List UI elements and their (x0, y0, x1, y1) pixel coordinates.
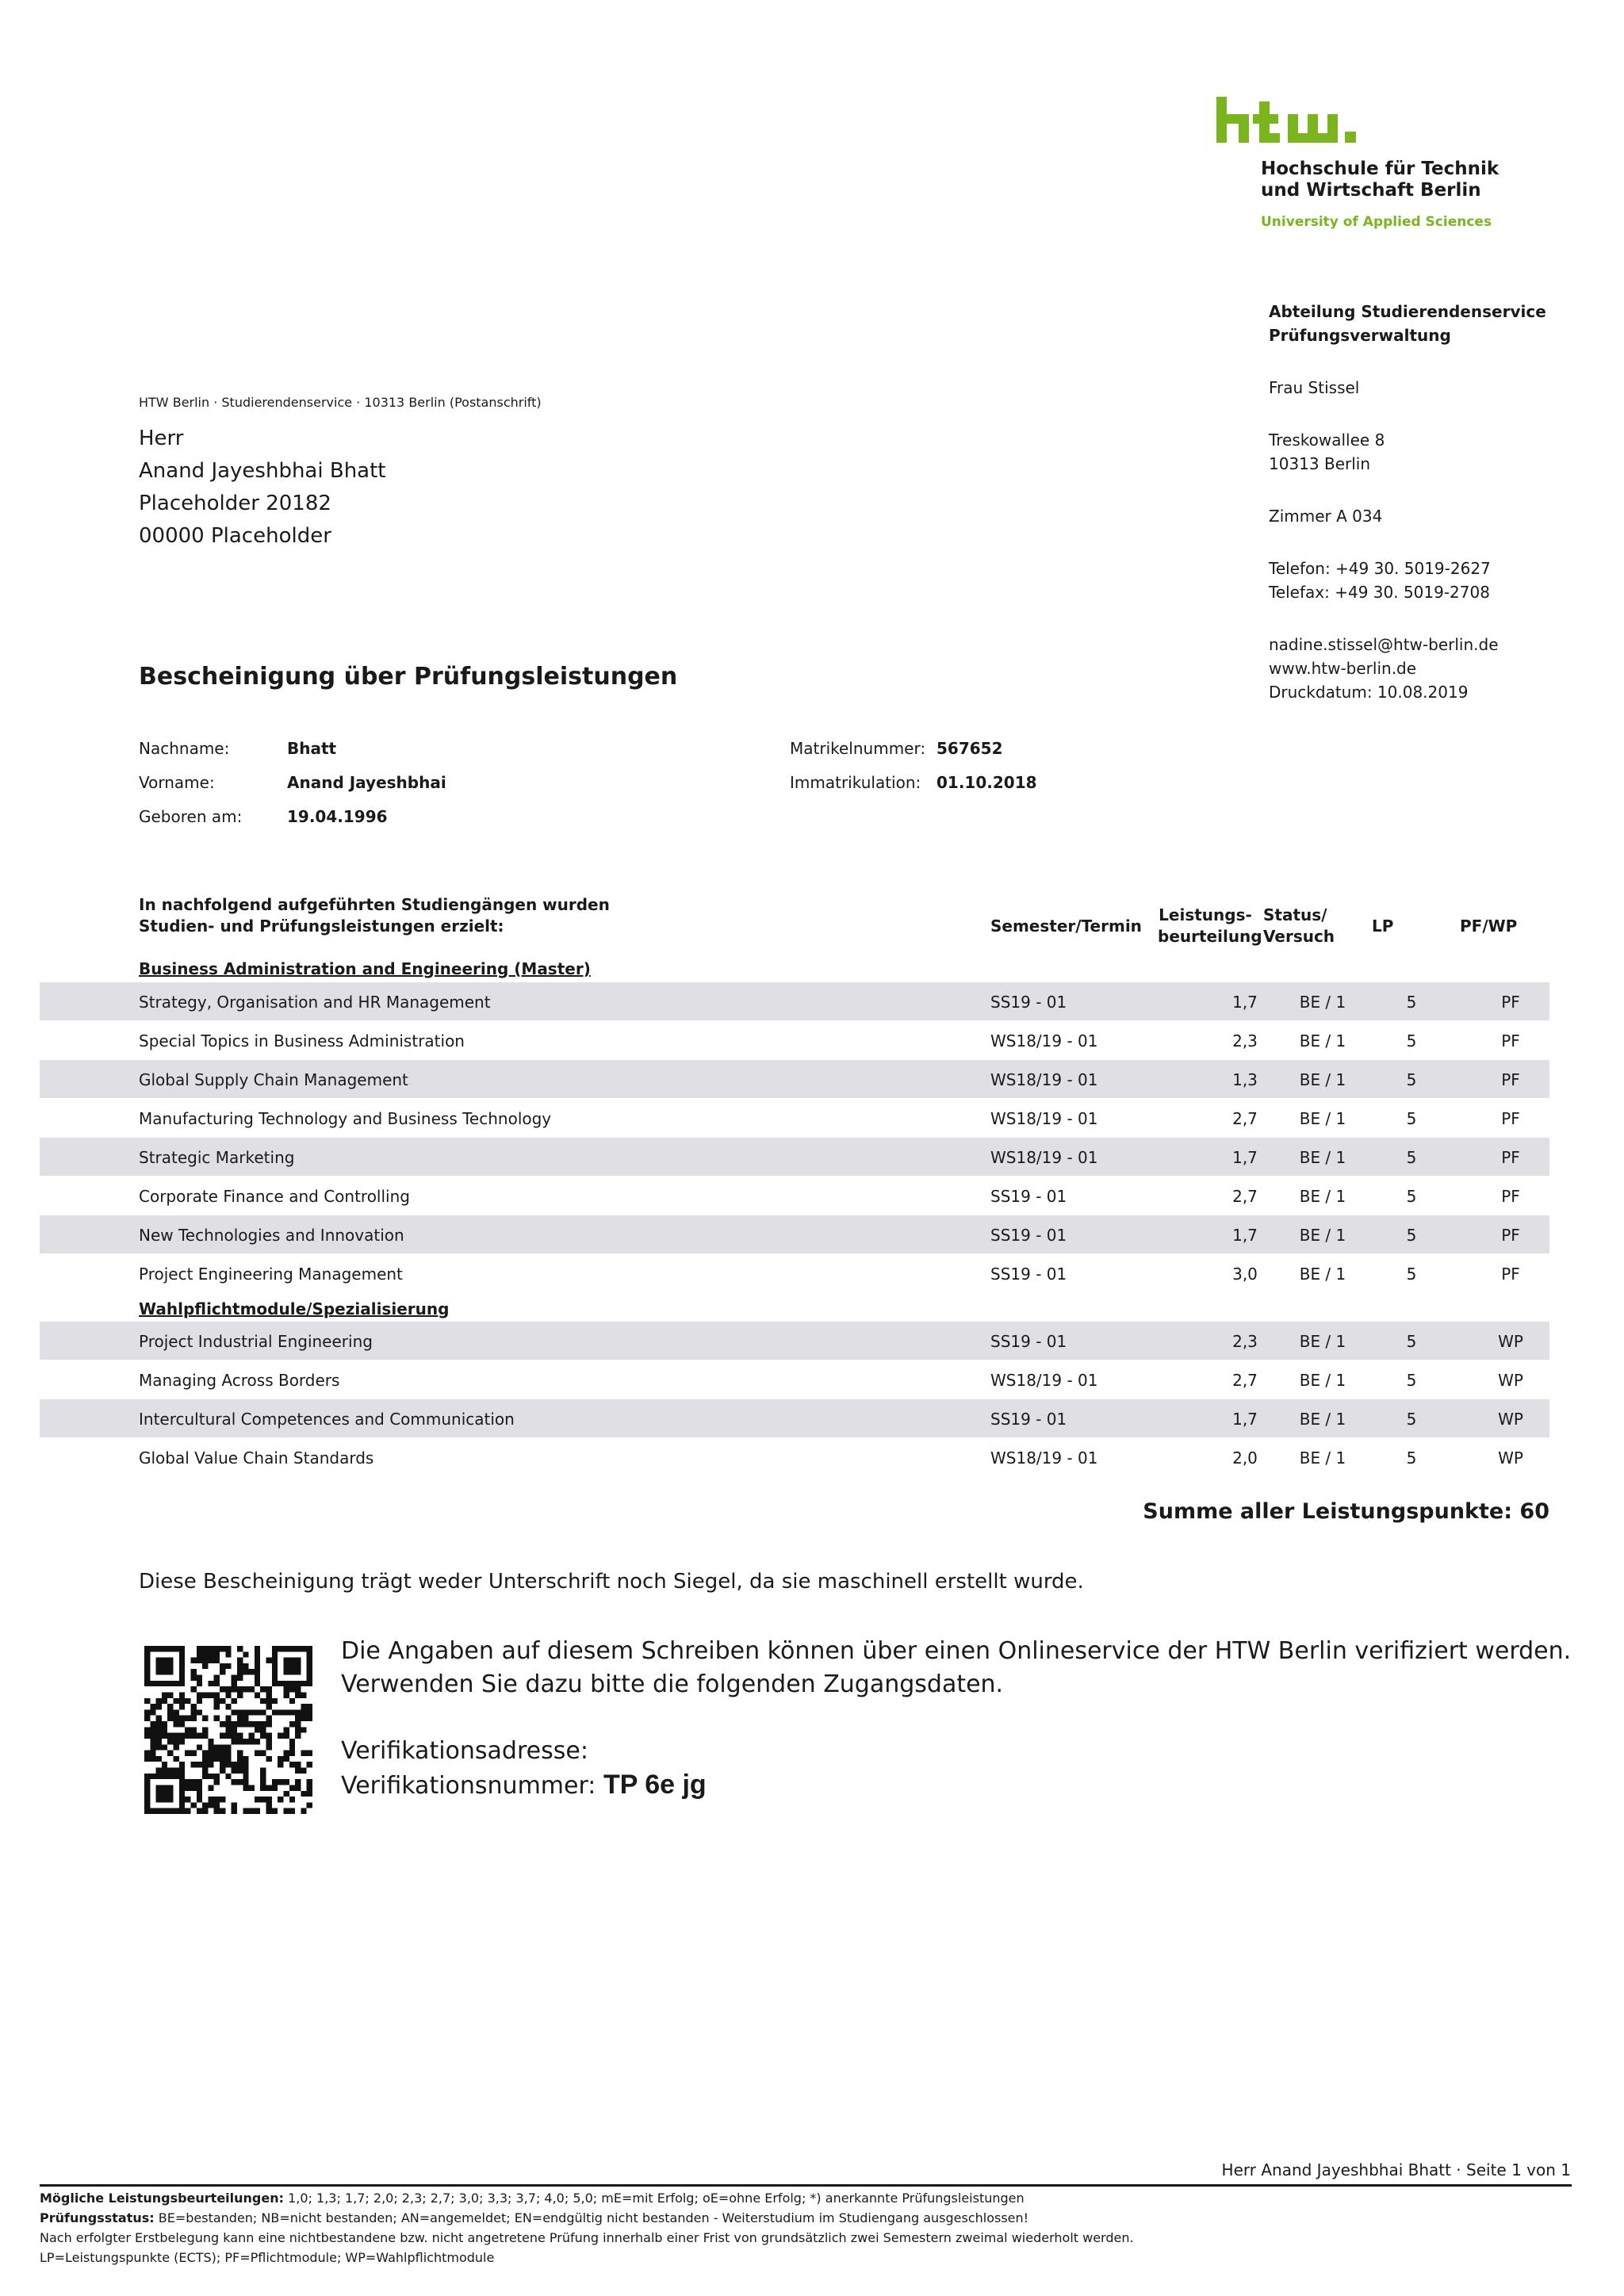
matrikel-label: Matrikelnummer: (790, 739, 926, 758)
grade-cell: 2,3 (1232, 1332, 1258, 1351)
module-type-cell: PF (1501, 993, 1520, 1012)
module-name-cell: Project Engineering Management (139, 1265, 403, 1284)
module-name-cell: Managing Across Borders (139, 1371, 340, 1390)
status-cell: BE / 1 (1299, 1187, 1346, 1206)
table-row (40, 1060, 1549, 1098)
status-cell: BE / 1 (1299, 1265, 1346, 1284)
legend-grades: Mögliche Leistungsbeurteilungen: 1,0; 1,3; 1,7; 2,0; 2,3; 2,7; 3,0; 3,3; 3,7; 4,0; 5,0; mE=mit Erfolg; oE=ohne Erfolg; *) anerkannte Prüfungsleistungen (40, 2191, 1025, 2206)
status-cell: BE / 1 (1299, 1031, 1346, 1050)
semester-cell: SS19 - 01 (990, 1332, 1067, 1351)
module-name-cell: Project Industrial Engineering (139, 1332, 373, 1351)
module-name-cell: New Technologies and Innovation (139, 1226, 404, 1245)
sender-line: HTW Berlin · Studierendenservice · 10313 Berlin (Postanschrift) (139, 395, 542, 410)
module-type-cell: PF (1501, 1265, 1520, 1284)
print-date: Druckdatum: 10.08.2019 (1269, 683, 1469, 702)
lp-cell: 5 (1406, 1410, 1417, 1429)
status-cell: BE / 1 (1299, 993, 1346, 1012)
status-cell: BE / 1 (1299, 1148, 1346, 1167)
grade-cell: 2,7 (1232, 1109, 1258, 1128)
semester-cell: WS18/19 - 01 (990, 1448, 1098, 1468)
status-cell: BE / 1 (1299, 1226, 1346, 1245)
grade-cell: 2,7 (1232, 1371, 1258, 1390)
credit-points-total: Summe aller Leistungspunkte: 60 (1143, 1499, 1549, 1524)
table-row (40, 1177, 1549, 1215)
logo-subtitle: University of Applied Sciences (1261, 214, 1492, 230)
module-type-cell: PF (1501, 1187, 1520, 1206)
table-row (40, 1322, 1549, 1360)
contact-person: Frau Stissel (1269, 378, 1360, 397)
status-cell: BE / 1 (1299, 1410, 1346, 1429)
module-name-cell: Global Supply Chain Management (139, 1070, 408, 1089)
lp-cell: 5 (1406, 1448, 1417, 1468)
semester-cell: WS18/19 - 01 (990, 1371, 1098, 1390)
immatrikulation-label: Immatrikulation: (790, 773, 921, 792)
recipient-address (139, 423, 386, 553)
contact-phone: Telefon: +49 30. 5019-2627 (1269, 559, 1491, 578)
verification-block (341, 1635, 1571, 1803)
grade-cell: 1,3 (1232, 1070, 1258, 1089)
semester-cell: SS19 - 01 (990, 1226, 1067, 1245)
page-footer-info: Herr Anand Jayeshbhai Bhatt · Seite 1 von 1 (1221, 2160, 1571, 2179)
table-intro-line-1: In nachfolgend aufgeführten Studiengängen wurden (139, 895, 610, 914)
table-row (40, 982, 1549, 1020)
module-type-cell: PF (1501, 1148, 1520, 1167)
section-heading-master: Business Administration and Engineering (Master) (139, 959, 591, 978)
col-header-grade-line-1: Leistungs- (1159, 905, 1252, 924)
col-header-lp: LP (1372, 916, 1394, 936)
grade-cell: 1,7 (1232, 1226, 1258, 1245)
lp-cell: 5 (1406, 1070, 1417, 1089)
logo-line-1: Hochschule für Technik (1261, 159, 1500, 179)
col-header-pfwp: PF/WP (1460, 916, 1518, 936)
lp-cell: 5 (1406, 1031, 1417, 1050)
status-cell: BE / 1 (1299, 1070, 1346, 1089)
contact-block (1269, 300, 1546, 704)
firstname-label: Vorname: (139, 773, 215, 792)
module-type-cell: PF (1501, 1109, 1520, 1128)
status-cell: BE / 1 (1299, 1332, 1346, 1351)
semester-cell: SS19 - 01 (990, 993, 1067, 1012)
lastname-value: Bhatt (287, 739, 337, 758)
col-header-grade (1158, 905, 1262, 947)
qr-code-icon (144, 1646, 312, 1814)
contact-city: 10313 Berlin (1269, 454, 1371, 473)
col-header-status (1263, 905, 1335, 947)
table-row (40, 1254, 1549, 1292)
table-intro (139, 894, 610, 937)
table-row (40, 1215, 1549, 1253)
col-header-semester: Semester/Termin (990, 916, 1142, 936)
grade-cell: 1,7 (1232, 1148, 1258, 1167)
semester-cell: WS18/19 - 01 (990, 1109, 1098, 1128)
contact-street: Treskowallee 8 (1269, 430, 1385, 450)
grade-cell: 2,0 (1232, 1448, 1258, 1468)
verification-number-row (341, 1768, 1571, 1803)
module-type-cell: WP (1498, 1371, 1523, 1390)
module-name-cell: Global Value Chain Standards (139, 1448, 374, 1468)
table-row (40, 1099, 1549, 1137)
module-type-cell: PF (1501, 1226, 1520, 1245)
recipient-name: Anand Jayeshbhai Bhatt (139, 459, 386, 483)
contact-fax: Telefax: +49 30. 5019-2708 (1269, 583, 1490, 602)
lp-cell: 5 (1406, 1187, 1417, 1206)
col-header-status-line-1: Status/ (1263, 905, 1327, 924)
table-intro-line-2: Studien- und Prüfungsleistungen erzielt: (139, 916, 504, 936)
grade-cell: 1,7 (1232, 993, 1258, 1012)
contact-email[interactable]: nadine.stissel@htw-berlin.de (1269, 635, 1499, 654)
verification-number-label: Verifikationsnummer: (341, 1772, 596, 1800)
semester-cell: SS19 - 01 (990, 1187, 1067, 1206)
lp-cell: 5 (1406, 993, 1417, 1012)
logo-line-2: und Wirtschaft Berlin (1261, 180, 1481, 201)
module-name-cell: Manufacturing Technology and Business Technology (139, 1109, 552, 1128)
table-row (40, 1360, 1549, 1399)
module-name-cell: Special Topics in Business Administration (139, 1031, 465, 1050)
lp-cell: 5 (1406, 1148, 1417, 1167)
immatrikulation-value: 01.10.2018 (936, 773, 1037, 792)
lp-cell: 5 (1406, 1265, 1417, 1284)
semester-cell: SS19 - 01 (990, 1410, 1067, 1429)
table-row (40, 1138, 1549, 1176)
contact-website[interactable]: www.htw-berlin.de (1269, 659, 1417, 678)
grade-cell: 1,7 (1232, 1410, 1258, 1429)
status-cell: BE / 1 (1299, 1109, 1346, 1128)
module-name-cell: Corporate Finance and Controlling (139, 1187, 410, 1206)
contact-division: Prüfungsverwaltung (1269, 326, 1451, 345)
birthdate-label: Geboren am: (139, 807, 243, 826)
legend-abbreviations: LP=Leistungspunkte (ECTS); PF=Pflichtmodule; WP=Wahlpflichtmodule (40, 2250, 495, 2265)
grade-cell: 2,3 (1232, 1031, 1258, 1050)
firstname-value: Anand Jayeshbhai (287, 773, 446, 792)
contact-department: Abteilung Studierendenservice (1269, 302, 1546, 321)
footer-legend (40, 2188, 1134, 2267)
semester-cell: WS18/19 - 01 (990, 1031, 1098, 1050)
lp-cell: 5 (1406, 1109, 1417, 1128)
col-header-status-line-2: Versuch (1263, 927, 1335, 946)
col-header-grade-line-2: beurteilung (1158, 927, 1262, 946)
birthdate-value: 19.04.1996 (287, 807, 388, 826)
lastname-label: Nachname: (139, 739, 230, 758)
contact-room: Zimmer A 034 (1269, 507, 1383, 526)
verification-address-label: Verifikationsadresse: (341, 1737, 588, 1765)
footer-divider (40, 2184, 1572, 2187)
grade-cell: 3,0 (1232, 1265, 1258, 1284)
status-cell: BE / 1 (1299, 1371, 1346, 1390)
document-title: Bescheinigung über Prüfungsleistungen (139, 663, 678, 691)
section-heading-electives: Wahlpflichtmodule/Spezialisierung (139, 1299, 450, 1318)
recipient-city: 00000 Placeholder (139, 524, 331, 548)
module-type-cell: PF (1501, 1031, 1520, 1050)
module-name-cell: Strategy, Organisation and HR Management (139, 993, 491, 1012)
htw-logo-mark (1213, 94, 1372, 147)
semester-cell: SS19 - 01 (990, 1265, 1067, 1284)
verification-line-2: Verwenden Sie dazu bitte die folgenden Zugangsdaten. (341, 1670, 1004, 1698)
legend-status: Prüfungsstatus: BE=bestanden; NB=nicht bestanden; AN=angemeldet; EN=endgültig nicht bestanden - Weiterstudium im Studiengang ausgeschlossen! (40, 2210, 1029, 2225)
module-type-cell: WP (1498, 1332, 1523, 1351)
module-type-cell: WP (1498, 1410, 1523, 1429)
grade-cell: 2,7 (1232, 1187, 1258, 1206)
module-type-cell: PF (1501, 1070, 1520, 1089)
module-name-cell: Intercultural Competences and Communication (139, 1410, 515, 1429)
lp-cell: 5 (1406, 1332, 1417, 1351)
matrikel-value: 567652 (936, 739, 1003, 758)
recipient-street: Placeholder 20182 (139, 492, 331, 515)
verification-line-1: Die Angaben auf diesem Schreiben können über einen Onlineservice der HTW Berlin verifiziert werden. (341, 1637, 1572, 1665)
legend-repeat: Nach erfolgter Erstbelegung kann eine nichtbestandene bzw. nicht angetretene Prüfung innerhalb einer Frist von grundsätzlich zwei Semestern zweimal wiederholt werden. (40, 2230, 1134, 2245)
table-row (40, 1021, 1549, 1059)
lp-cell: 5 (1406, 1371, 1417, 1390)
machine-generated-notice: Diese Bescheinigung trägt weder Unterschrift noch Siegel, da sie maschinell erstellt wurde. (139, 1570, 1084, 1594)
recipient-salutation: Herr (139, 427, 184, 450)
table-row (40, 1399, 1549, 1437)
table-row (40, 1438, 1549, 1476)
module-type-cell: WP (1498, 1448, 1523, 1468)
status-cell: BE / 1 (1299, 1448, 1346, 1468)
verification-number: TP 6e jg (603, 1770, 707, 1800)
htw-logo (1213, 94, 1499, 230)
semester-cell: WS18/19 - 01 (990, 1070, 1098, 1089)
lp-cell: 5 (1406, 1226, 1417, 1245)
module-name-cell: Strategic Marketing (139, 1148, 295, 1167)
semester-cell: WS18/19 - 01 (990, 1148, 1098, 1167)
